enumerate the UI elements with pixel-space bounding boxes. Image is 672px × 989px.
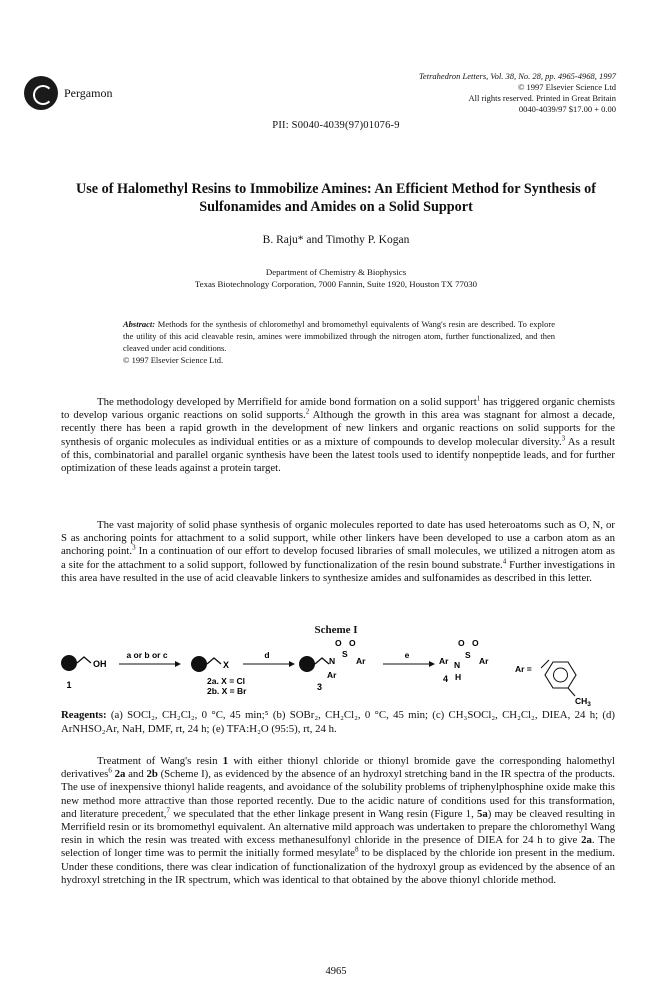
abstract-label: Abstract: xyxy=(123,319,156,329)
paper-title: Use of Halomethyl Resins to Immobilize Amines: An Efficient Method for Synthesis of Sulfonamides and Amides on a Solid Support xyxy=(76,181,596,215)
n-label-4: N xyxy=(454,660,461,670)
bond-3 xyxy=(315,658,329,664)
oh-label: OH xyxy=(93,659,107,669)
ref-superscript: 3 xyxy=(132,543,136,552)
ref-superscript: 1 xyxy=(476,394,481,403)
reagents-text: (a) SOCl₂, CH₂Cl₂, 0 °C, 45 min;⁵ (b) SOBr₂, CH₂Cl₂, 0 °C, 45 min; (c) CH₃SOCl₂, CH₂Cl₂, DIEA, 24 h; (d) ArNHSO₂Ar, NaH, DMF, rt, 24 h; (e) TFA:H₂O (95:5), rt, 24 h. xyxy=(61,709,615,735)
s-label-4: S xyxy=(465,650,471,660)
ref-superscript: 8 xyxy=(354,845,359,854)
n-label-3: N xyxy=(329,656,336,666)
compound-ref: 2a xyxy=(581,834,592,847)
text-run: to be displaced by the chloride ion present in the medium. Under these conditions, there was clear indication of functionalization of the hydroxyl group as evidenced by the absence of an hydroxyl stretching in the IR spectrum, which was identical to that obtained by the above thionyl chloride method. xyxy=(61,847,616,886)
text-run: Treatment of Wang's resin xyxy=(97,755,223,767)
text-run: has triggered organic chemists to develop various organic reactions on solid supports. xyxy=(61,396,615,422)
affiliation-department: Department of Chemistry & Biophysics xyxy=(265,267,407,277)
text-run: (Scheme I), as evidenced by the absence of an hydroxyl stretching band in the IR spectra of the products. The use of inexpensive thionyl halide reagents, and avoidance of the solubility problems of triphenylphosphine oxide make this new method more attractive than those reported recently. Due to the acidic nature of conditions used for this transformation, and literature precedent, xyxy=(61,768,615,820)
compound-ref: 5a xyxy=(476,807,488,820)
resin-bead-1 xyxy=(61,655,77,671)
ref-superscript: 3 xyxy=(561,434,566,443)
scheme-title: Scheme I xyxy=(314,624,358,636)
pergamon-logo-icon xyxy=(24,76,58,110)
journal-copyright: © 1997 Elsevier Science Ltd xyxy=(517,82,616,92)
arrow-head-2 xyxy=(289,661,295,667)
compound-1-label: 1 xyxy=(66,680,72,690)
h-label-4: H xyxy=(455,672,462,682)
journal-rights: All rights reserved. Printed in Great Britain xyxy=(468,93,616,103)
resin-bead-2 xyxy=(191,656,207,672)
benzene-ring xyxy=(545,662,576,688)
compound-ref: 2a xyxy=(114,768,126,781)
text-run: we speculated that the ether linkage present in Wang resin (Figure 1, xyxy=(170,807,477,820)
ref-superscript: 7 xyxy=(166,806,170,815)
ar-label-4a: Ar xyxy=(439,656,449,666)
text-run: Although the growth in this area was stagnant for almost a decade, recently there has been a rapid growth in the development of new linkers and organic reactions on solid supports for the synthesis of organic molecules as individual entities or as a mixture of compounds to develop molecular diversity. xyxy=(61,409,615,448)
arrow-2-label: d xyxy=(264,650,270,660)
text-run: As a result of this, combinatorial and parallel organic synthesis have been the latest tools used to identify nonpeptide leads, and for further optimization of these leads against a protein target. xyxy=(61,435,615,475)
scheme-diagram xyxy=(61,638,621,708)
compound-3-label: 3 xyxy=(317,682,323,692)
benzene-aromatic-circle xyxy=(554,668,568,682)
methyl-bond xyxy=(568,688,575,696)
text-run: In a continuation of our effort to develop focused libraries of small molecules, we utilized a nitrogen atom as a site for the attachment to a solid support, followed by functionalization of the resin bound substrate. xyxy=(61,545,615,571)
compound-2b-label: 2b. X = Br xyxy=(207,686,247,696)
journal-issn: 0040-4039/97 $17.00 + 0.00 xyxy=(518,104,616,114)
text-run: . The selection of longer time was to permit the initially formed mesylate xyxy=(61,834,615,860)
body-paragraph-1 xyxy=(61,396,615,475)
publisher-block xyxy=(24,76,112,110)
text-run: The vast majority of solid phase synthesis of organic molecules reported to date has used heteroatoms such as O, N, or S as anchoring points for attachment to a solid support, while other linkers have been developed to use a carbon atom as an anchoring point. xyxy=(61,519,615,558)
ref-superscript: 2 xyxy=(305,407,310,416)
ref-superscript: 4 xyxy=(502,557,507,566)
attach-bond xyxy=(541,660,549,668)
reagents-label: Reagents: xyxy=(61,709,107,721)
compound-2a-label: 2a. X = Cl xyxy=(207,676,246,686)
ch3-label: $CH_3$ xyxy=(575,696,591,708)
body-paragraph-3 xyxy=(61,755,615,887)
text-run: The methodology developed by Merrifield for amide bond formation on a solid support xyxy=(97,396,477,408)
abstract-copyright: © 1997 Elsevier Science Ltd. xyxy=(123,355,224,365)
o-label-3b: O xyxy=(349,638,356,648)
resin-bead-3 xyxy=(299,656,315,672)
authors: B. Raju* and Timothy P. Kogan xyxy=(262,234,410,246)
arrow-1-label: a or b or c xyxy=(126,650,168,660)
affiliation-address: Texas Biotechnology Corporation, 7000 Fannin, Suite 1920, Houston TX 77030 xyxy=(194,279,478,289)
text-run: Further investigations in this area have resulted in the use of acid cleavable linkers to synthesize amides and sulfonamides as described in this letter. xyxy=(61,558,615,584)
compound-ref: 1 xyxy=(222,755,229,767)
ref-superscript: 6 xyxy=(108,766,112,775)
affiliation xyxy=(0,266,672,290)
bond-2 xyxy=(207,658,221,664)
text-run: with either thionyl chloride or thionyl bromide gave the corresponding halomethyl derivatives xyxy=(61,755,615,781)
journal-citation: Tetrahedron Letters, Vol. 38, No. 28, pp. 4965-4968, 1997 xyxy=(418,71,616,81)
compound-4-label: 4 xyxy=(443,674,449,684)
abstract xyxy=(123,318,555,366)
arrow-head-3 xyxy=(429,661,435,667)
arrow-3-label: e xyxy=(404,650,410,660)
page-number: 4965 xyxy=(325,966,347,977)
publisher-name: Pergamon xyxy=(64,85,113,100)
arrow-head-1 xyxy=(175,661,181,667)
o-label-4b: O xyxy=(472,638,479,648)
x-label: X xyxy=(223,660,230,670)
text-run: ) may be cleaved resulting in Merrifield resin or its bromomethyl equivalent. An alternative mild approach was undertaken to prepare the chloromethyl Wang resin in which the resin was treated with excess methanesulfonyl chloride in the presence of DIEA for 24 h to give xyxy=(61,807,615,847)
compound-ref: 2b xyxy=(146,768,158,781)
text-run: and xyxy=(125,768,147,781)
o-label-3a: O xyxy=(335,638,342,648)
reagents-caption xyxy=(61,709,615,736)
bond-1 xyxy=(77,657,91,663)
abstract-text: Methods for the synthesis of chloromethyl and bromomethyl equivalents of Wang's resin are described. To explore the utility of this acid cleavable resin, amines were immobilized through the nitrogen atom, further functionalized, and then cleaved under acid conditions. xyxy=(123,319,555,353)
o-label-4a: O xyxy=(458,638,465,648)
ar-label-3a: Ar xyxy=(356,656,366,666)
s-label-3: S xyxy=(342,649,348,659)
ar-label-3b: Ar xyxy=(327,670,337,680)
ar-label-4b: Ar xyxy=(479,656,489,666)
pii-line: PII: S0040-4039(97)01076-9 xyxy=(272,120,400,131)
body-paragraph-2 xyxy=(61,519,615,585)
ar-definition-label: Ar = xyxy=(515,664,532,674)
journal-info xyxy=(419,71,616,115)
